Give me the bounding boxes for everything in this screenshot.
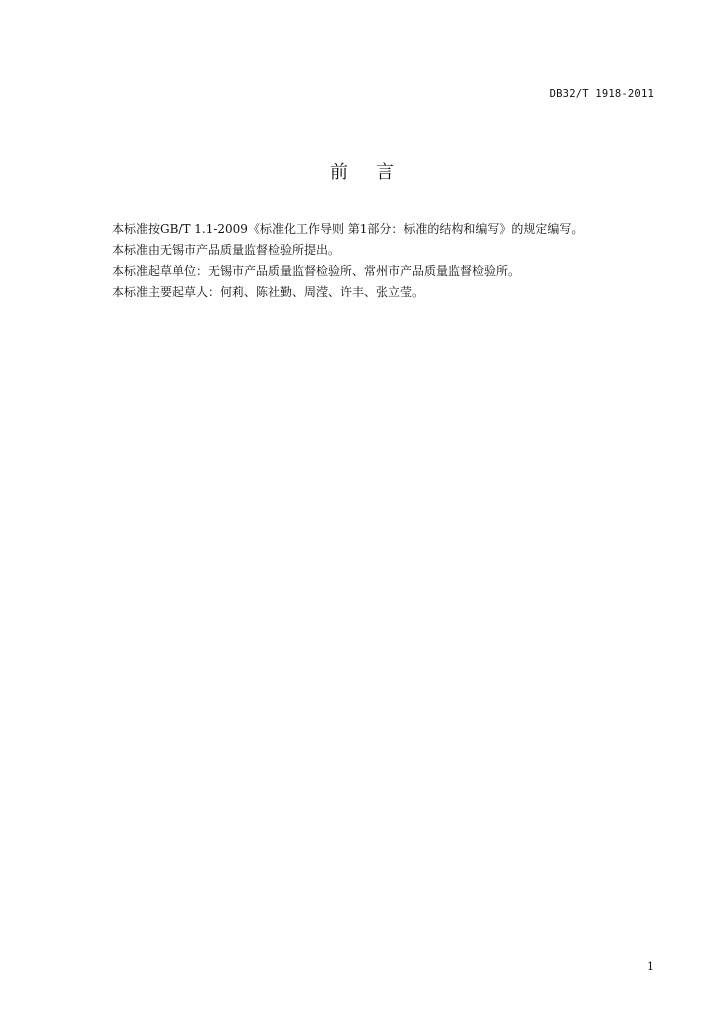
page-number: 1 xyxy=(647,960,654,973)
foreword-body xyxy=(112,219,672,303)
page-title: 前言 xyxy=(330,162,422,183)
foreword-paragraph: 本标准按GB/T 1.1-2009《标准化工作导则 第1部分：标准的结构和编写》的规定编写。 xyxy=(112,222,584,236)
standard-code: DB32/T 1918-2011 xyxy=(549,88,654,100)
foreword-paragraph: 本标准主要起草人：何莉、陈社勤、周滢、许丰、张立莹。 xyxy=(112,285,425,299)
foreword-paragraph: 本标准由无锡市产品质量监督检验所提出。 xyxy=(112,243,341,257)
foreword-paragraph: 本标准起草单位：无锡市产品质量监督检验所、常州市产品质量监督检验所。 xyxy=(112,264,521,278)
